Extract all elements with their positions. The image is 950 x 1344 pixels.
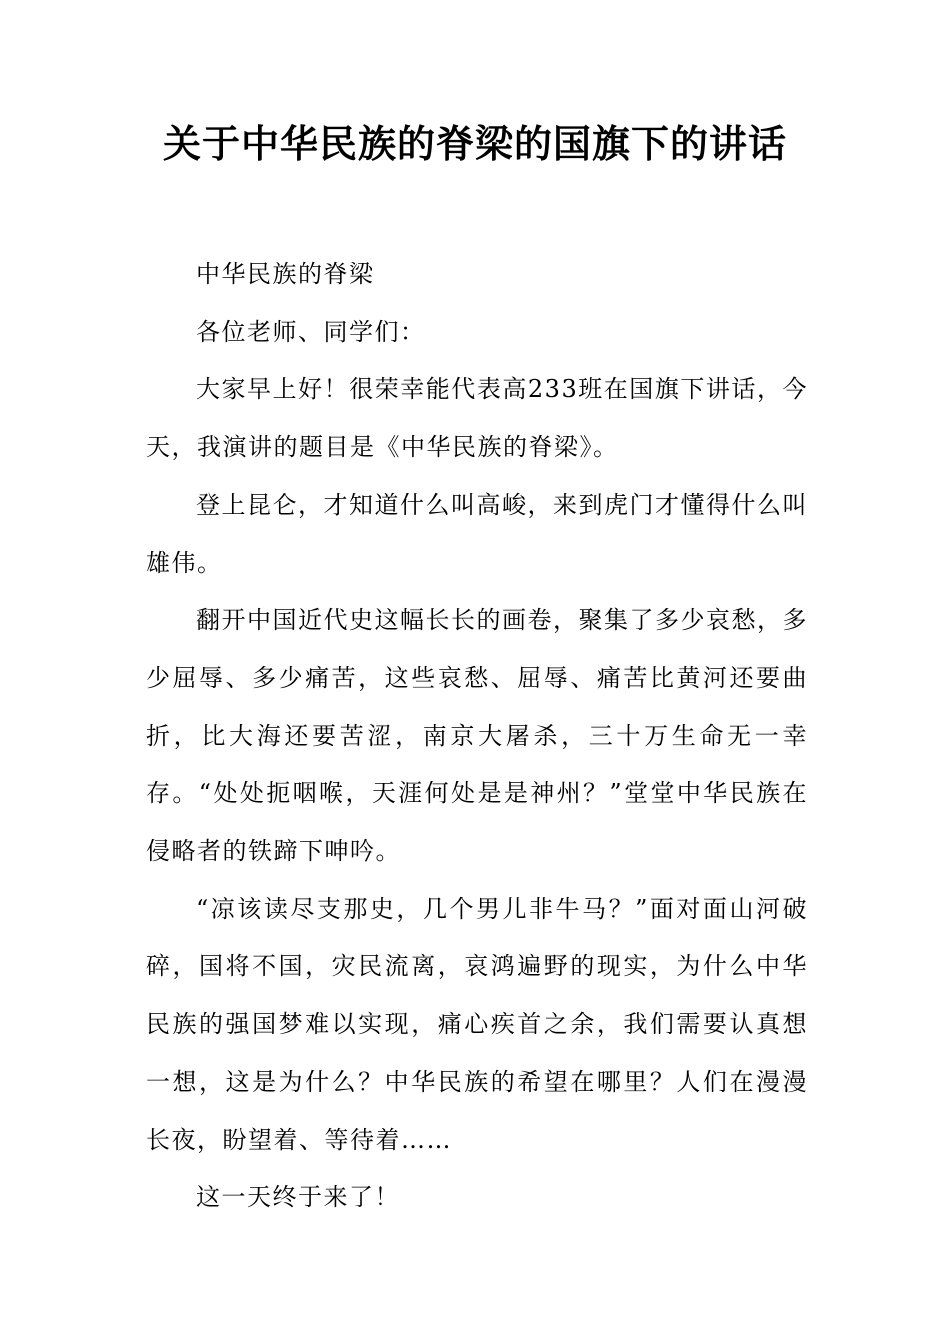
paragraph-intro: 大家早上好！很荣幸能代表高233班在国旗下讲话，今天，我演讲的题目是《中华民族的脊梁》。 bbox=[146, 375, 808, 462]
paragraph-greeting: 各位老师、同学们： bbox=[196, 317, 426, 346]
paragraph-kunlun: 登上昆仑，才知道什么叫高峻，来到虎门才懂得什么叫雄伟。 bbox=[146, 490, 808, 577]
paragraph-finally: 这一天终于来了！ bbox=[196, 1183, 400, 1212]
document-body bbox=[146, 246, 808, 1227]
document-title: 关于中华民族的脊梁的国旗下的讲话 bbox=[162, 122, 787, 166]
paragraph-poem: “凉该读尽支那史，几个男儿非牛马？”面对面山河破碎，国将不国，灾民流离，哀鸿遍野的现实，为什么中华民族的强国梦难以实现，痛心疾首之余，我们需要认真想一想，这是为什么？中华民族的希望在哪里？人们在漫漫长夜，盼望着、等待着…… bbox=[146, 894, 808, 1154]
paragraph-subtitle: 中华民族的脊梁 bbox=[196, 260, 375, 288]
paragraph-history: 翻开中国近代史这幅长长的画卷，聚集了多少哀愁，多少屈辱、多少痛苦，这些哀愁、屈辱、痛苦比黄河还要曲折，比大海还要苦涩，南京大屠杀，三十万生命无一幸存。“处处扼咽喉，天涯何处是是神州？”堂堂中华民族在侵略者的铁蹄下呻吟。 bbox=[146, 606, 808, 866]
